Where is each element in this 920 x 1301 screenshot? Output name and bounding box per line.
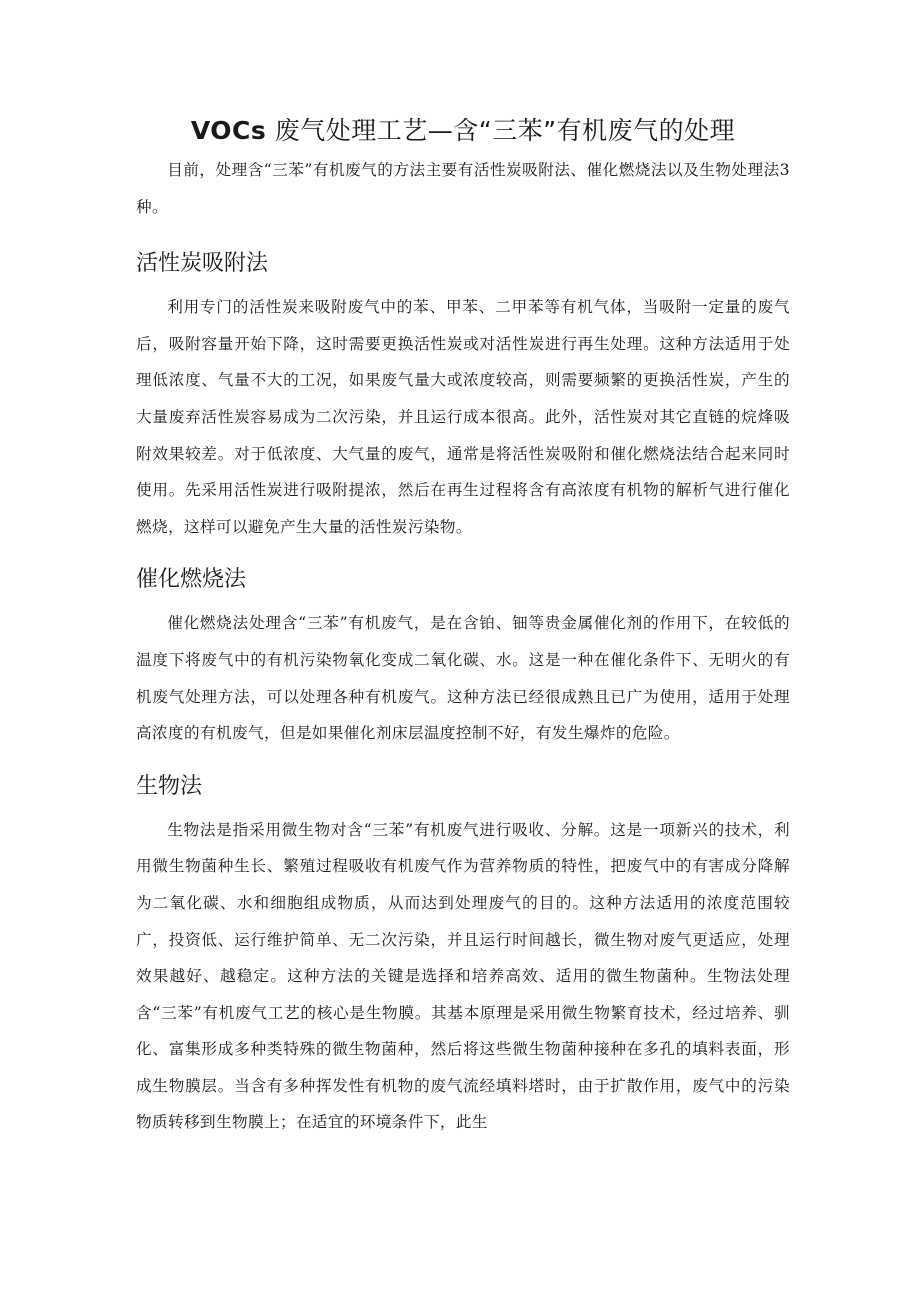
document-page	[136, 112, 790, 1141]
section-body-catalytic-combustion: 催化燃烧法处理含“三苯”有机废气，是在含铂、钿等贵金属催化剂的作用下，在较低的温度下将废气中的有机污染物氧化变成二氧化碳、水。这是一种在催化条件下、无明火的有机废气处理方法，可以处理各种有机废气。这种方法已经很成熟且已广为使用，适用于处理高浓度的有机废气，但是如果催化剂床层温度控制不好，有发生爆炸的危险。	[136, 614, 790, 743]
section-body-activated-carbon: 利用专门的活性炭来吸附废气中的苯、甲苯、二甲苯等有机气体，当吸附一定量的废气后，吸附容量开始下降，这时需要更换活性炭或对活性炭进行再生处理。这种方法适用于处理低浓度、气量不大的工况，如果废气量大或浓度较高，则需要频繁的更换活性炭，产生的大量废弃活性炭容易成为二次污染，并且运行成本很高。此外，活性炭对其它直链的烷烽吸附效果较差。对于低浓度、大气量的废气，通常是将活性炭吸附和催化燃烧法结合起来同时使用。先采用活性炭进行吸附提浓，然后在再生过程将含有高浓度有机物的解析气进行催化燃烧，这样可以避免产生大量的活性炭污染物。	[136, 298, 790, 536]
title-text: 废气处理工艺—含“三苯”有机废气的处理	[274, 116, 736, 145]
intro-paragraph: 目前，处理含“三苯”有机废气的方法主要有活性炭吸附法、催化燃烧法以及生物处理法3种。	[136, 161, 790, 216]
section-heading-activated-carbon: 活性炭吸附法	[136, 251, 269, 277]
title-latin-part: VOCs	[190, 116, 267, 145]
section-heading-biological: 生物法	[136, 773, 203, 799]
document-title	[136, 112, 790, 150]
section-heading-catalytic-combustion: 催化燃烧法	[136, 567, 247, 593]
section-body-biological: 生物法是指采用微生物对含“三苯”有机废气进行吸收、分解。这是一项新兴的技术，利用微生物菌种生长、繁殖过程吸收有机废气作为营养物质的特性，把废气中的有害成分降解为二氧化碳、水和细胞组成物质，从而达到处理废气的目的。这种方法适用的浓度范围较广，投资低、运行维护简单、无二次污染，并且运行时间越长，微生物对废气更适应，处理效果越好、越稳定。这种方法的关键是选择和培养高效、适用的微生物菌种。生物法处理含“三苯”有机废气工艺的核心是生物膜。其基本原理是采用微生物繁育技术，经过培养、驯化、富集形成多种类特殊的微生物菌种，然后将这些微生物菌种接种在多孔的填料表面，形成生物膜层。当含有多种挥发性有机物的废气流经填料塔时，由于扩散作用，废气中的污染物质转移到生物膜上；在适宜的环境条件下，此生	[136, 820, 790, 1132]
